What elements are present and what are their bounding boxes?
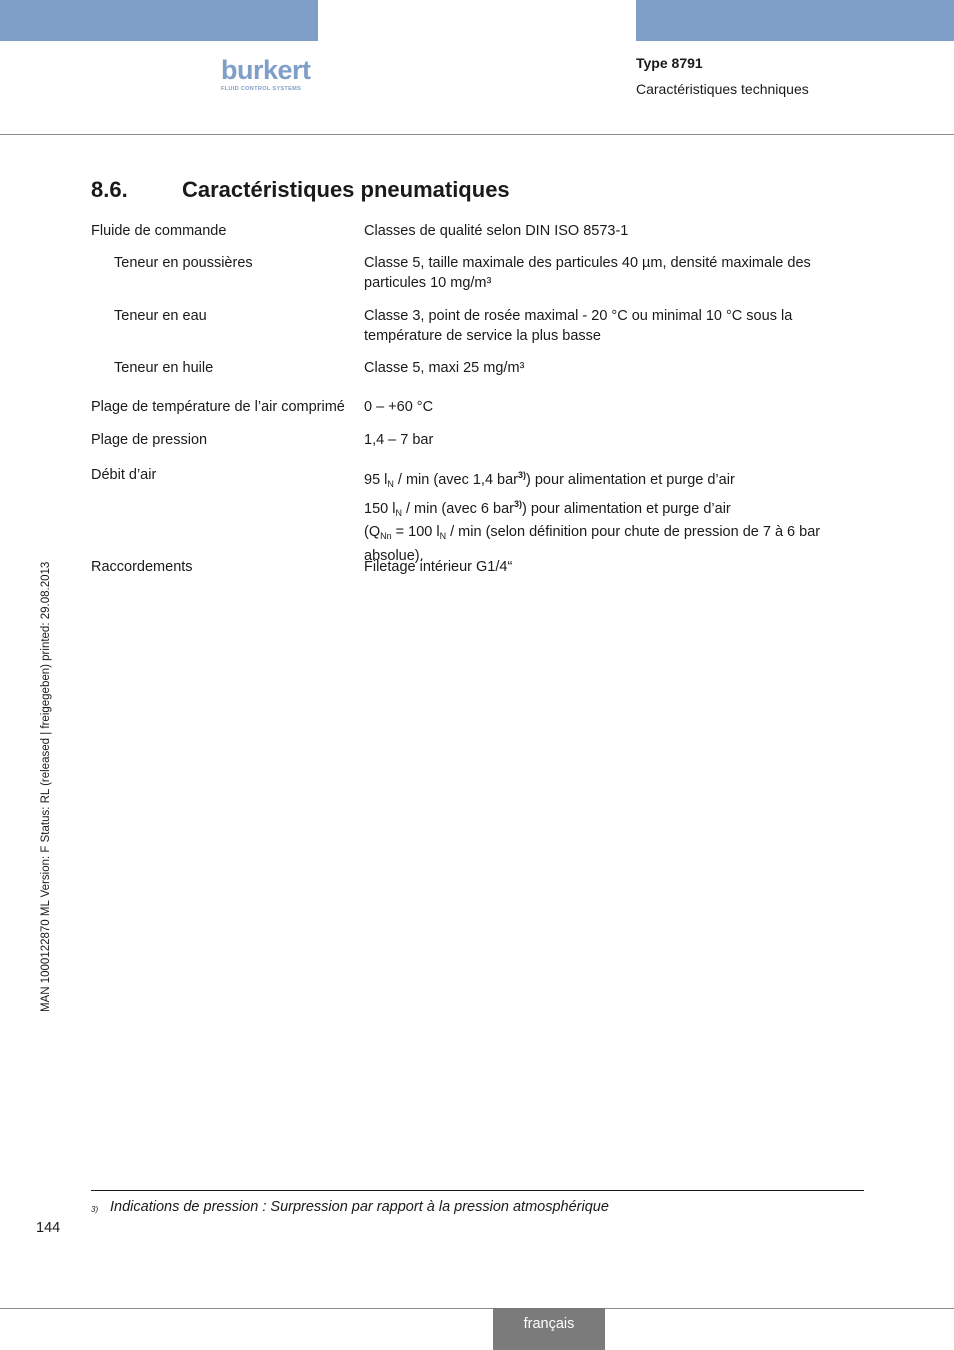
row-value: Classe 5, maxi 25 mg/m³: [364, 360, 525, 376]
footnote-rule: [91, 1190, 864, 1191]
row-value: Classe 3, point de rosée maximal - 20 °C ou minimal 10 °C sous la température de service la plus basse: [364, 308, 793, 344]
header-band-left: [0, 0, 318, 41]
row-value: 1,4 – 7 bar: [364, 432, 434, 448]
row-label: Plage de température de l’air comprimé: [91, 399, 345, 415]
section-title: Caractéristiques pneumatiques: [182, 177, 510, 202]
airflow-line: 150 $l_N$ / min (avec 6 bar$^{3)}$) pour alimentation et purge d’air: [364, 498, 731, 518]
section-number: 8.6.: [91, 177, 128, 202]
footnote-mark: 3): [91, 1205, 99, 1214]
page-number: 144: [36, 1220, 61, 1236]
row-value: Classes de qualité selon DIN ISO 8573-1: [364, 223, 629, 239]
header-divider: [0, 134, 954, 135]
logo-wordmark: burkert: [221, 55, 311, 85]
logo-subtitle: FLUID CONTROL SYSTEMS: [221, 86, 302, 92]
row-label: Teneur en huile: [114, 360, 214, 376]
row-label: Débit d’air: [91, 467, 157, 483]
row-value: 0 – +60 °C: [364, 399, 434, 415]
footnote-text: Indications de pression : Surpression par rapport à la pression atmosphérique: [110, 1199, 609, 1215]
row-label: Teneur en eau: [114, 308, 207, 324]
row-value: Filetage intérieur G1/4“: [364, 559, 513, 575]
row-label: Fluide de commande: [91, 223, 227, 239]
row-label: Raccordements: [91, 559, 193, 575]
doc-type: Type 8791: [636, 55, 703, 71]
side-print-info: MAN 1000122870 ML Version: F Status: RL (released | freigegeben) printed: 29.08.2013: [40, 561, 52, 1012]
airflow-line: ($Q_{Nn} = 100$ $l_N$ / min (selon définition pour chute de pression de 7 à 6 bar absolue).: [364, 524, 821, 564]
row-label: Teneur en poussières: [114, 255, 253, 271]
doc-section: Caractéristiques techniques: [636, 81, 809, 97]
row-value: Classe 5, taille maximale des particules 40 µm, densité maximale des particules 10 mg/m³: [364, 255, 811, 291]
row-label: Plage de pression: [91, 432, 208, 448]
header-band-right: [636, 0, 954, 41]
burkert-logo: [221, 56, 319, 96]
row-value-airflow: [364, 466, 844, 566]
language-tab: français: [493, 1308, 605, 1350]
footer-divider: [0, 1308, 954, 1309]
airflow-line: 95 $l_N$ / min (avec 1,4 bar$^{3)}$) pour alimentation et purge d’air: [364, 470, 735, 489]
